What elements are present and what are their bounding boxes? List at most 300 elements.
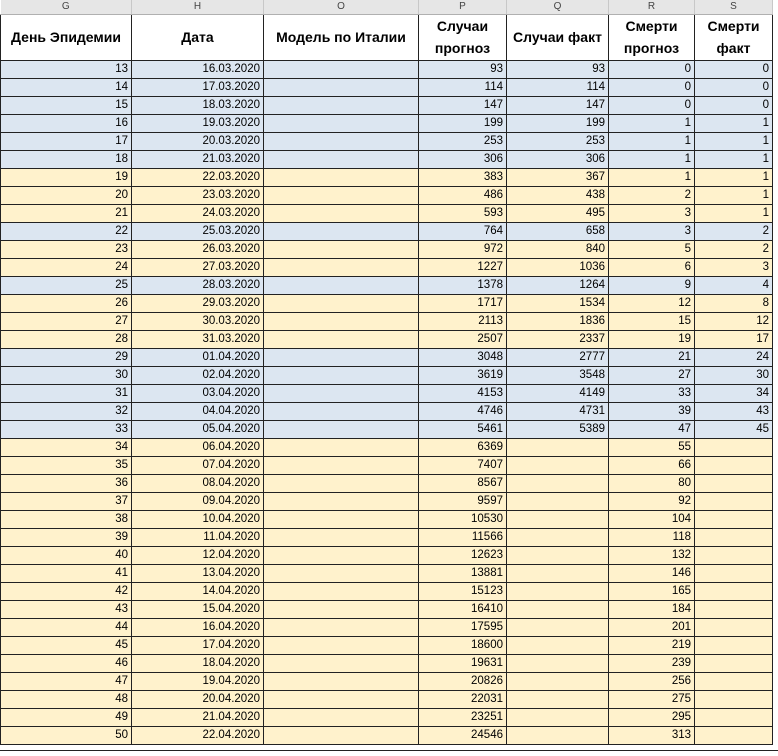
- cell-day[interactable]: 32: [1, 402, 132, 420]
- cell-deaths-fact[interactable]: 1: [695, 168, 773, 186]
- cell-cases-fact[interactable]: [507, 600, 609, 618]
- cell-model[interactable]: [264, 348, 419, 366]
- table-row: [1, 222, 773, 240]
- cell-day[interactable]: 17: [1, 132, 132, 150]
- cell-model[interactable]: [264, 654, 419, 672]
- cell-day[interactable]: 41: [1, 564, 132, 582]
- cell-cases-fact[interactable]: [507, 726, 609, 744]
- cell-model[interactable]: [264, 672, 419, 690]
- cell-day[interactable]: 35: [1, 456, 132, 474]
- cell-day[interactable]: 42: [1, 582, 132, 600]
- cell-deaths-forecast[interactable]: 6: [609, 258, 695, 276]
- cell-model[interactable]: [264, 330, 419, 348]
- cell-cases-fact[interactable]: 4149: [507, 384, 609, 402]
- cell-deaths-fact[interactable]: 12: [695, 312, 773, 330]
- cell-deaths-fact[interactable]: 34: [695, 384, 773, 402]
- cell-day[interactable]: 24: [1, 258, 132, 276]
- cell-deaths-forecast[interactable]: 19: [609, 330, 695, 348]
- cell-date[interactable]: 14.04.2020: [132, 582, 264, 600]
- cell-cases-fact[interactable]: [507, 582, 609, 600]
- table-row: [1, 654, 773, 672]
- cell-model[interactable]: [264, 420, 419, 438]
- cell-deaths-fact[interactable]: [695, 474, 773, 492]
- cell-cases-forecast[interactable]: 972: [419, 240, 507, 258]
- cell-cases-forecast[interactable]: 15123: [419, 582, 507, 600]
- cell-date[interactable]: 24.03.2020: [132, 204, 264, 222]
- cell-deaths-fact[interactable]: 2: [695, 222, 773, 240]
- column-letter-p[interactable]: P: [419, 0, 507, 14]
- table-row: [1, 600, 773, 618]
- cell-cases-forecast[interactable]: 593: [419, 204, 507, 222]
- cell-date[interactable]: 03.04.2020: [132, 384, 264, 402]
- cell-deaths-fact[interactable]: 17: [695, 330, 773, 348]
- cell-cases-forecast[interactable]: 20826: [419, 672, 507, 690]
- cell-cases-forecast[interactable]: 19631: [419, 654, 507, 672]
- cell-day[interactable]: 27: [1, 312, 132, 330]
- cell-deaths-fact[interactable]: [695, 618, 773, 636]
- cell-date[interactable]: 23.03.2020: [132, 186, 264, 204]
- cell-date[interactable]: 06.04.2020: [132, 438, 264, 456]
- cell-deaths-fact[interactable]: 1: [695, 132, 773, 150]
- cell-day[interactable]: 38: [1, 510, 132, 528]
- cell-cases-forecast[interactable]: 24546: [419, 726, 507, 744]
- cell-deaths-fact[interactable]: 43: [695, 402, 773, 420]
- cell-cases-fact[interactable]: 2777: [507, 348, 609, 366]
- cell-day[interactable]: 23: [1, 240, 132, 258]
- cell-deaths-fact[interactable]: [695, 582, 773, 600]
- cell-deaths-forecast[interactable]: 295: [609, 708, 695, 726]
- cell-cases-forecast[interactable]: 3048: [419, 348, 507, 366]
- header-day[interactable]: День Эпидемии: [1, 14, 132, 60]
- cell-deaths-fact[interactable]: [695, 546, 773, 564]
- cell-cases-forecast[interactable]: 1717: [419, 294, 507, 312]
- cell-cases-forecast[interactable]: 486: [419, 186, 507, 204]
- cell-cases-forecast[interactable]: 11566: [419, 528, 507, 546]
- table-row: [1, 366, 773, 384]
- cell-model[interactable]: [264, 492, 419, 510]
- cell-day[interactable]: 37: [1, 492, 132, 510]
- cell-cases-forecast[interactable]: 17595: [419, 618, 507, 636]
- cell-model[interactable]: [264, 384, 419, 402]
- cell-cases-fact[interactable]: 253: [507, 132, 609, 150]
- cell-date[interactable]: 13.04.2020: [132, 564, 264, 582]
- cell-model[interactable]: [264, 690, 419, 708]
- table-row: [1, 438, 773, 456]
- cell-deaths-forecast[interactable]: 1: [609, 132, 695, 150]
- cell-model[interactable]: [264, 222, 419, 240]
- cell-cases-forecast[interactable]: 306: [419, 150, 507, 168]
- cell-date[interactable]: 11.04.2020: [132, 528, 264, 546]
- cell-deaths-fact[interactable]: [695, 510, 773, 528]
- cell-date[interactable]: 07.04.2020: [132, 456, 264, 474]
- cell-cases-fact[interactable]: 2337: [507, 330, 609, 348]
- cell-model[interactable]: [264, 294, 419, 312]
- cell-deaths-forecast[interactable]: 1: [609, 114, 695, 132]
- cell-date[interactable]: 10.04.2020: [132, 510, 264, 528]
- cell-model[interactable]: [264, 564, 419, 582]
- cell-cases-fact[interactable]: 495: [507, 204, 609, 222]
- table-row: [1, 564, 773, 582]
- cell-deaths-forecast[interactable]: 256: [609, 672, 695, 690]
- cell-deaths-forecast[interactable]: 12: [609, 294, 695, 312]
- cell-model[interactable]: [264, 528, 419, 546]
- cell-deaths-forecast[interactable]: 92: [609, 492, 695, 510]
- cell-day[interactable]: 18: [1, 150, 132, 168]
- column-letter-q[interactable]: Q: [507, 0, 609, 14]
- cell-cases-forecast[interactable]: 4153: [419, 384, 507, 402]
- cell-model[interactable]: [264, 366, 419, 384]
- cell-model[interactable]: [264, 168, 419, 186]
- cell-day[interactable]: 31: [1, 384, 132, 402]
- cell-deaths-fact[interactable]: 3: [695, 258, 773, 276]
- cell-deaths-fact[interactable]: 0: [695, 78, 773, 96]
- cell-cases-fact[interactable]: 199: [507, 114, 609, 132]
- cell-day[interactable]: 28: [1, 330, 132, 348]
- cell-cases-fact[interactable]: [507, 456, 609, 474]
- cell-date[interactable]: 19.03.2020: [132, 114, 264, 132]
- cell-cases-fact[interactable]: [507, 546, 609, 564]
- cell-date[interactable]: 20.04.2020: [132, 690, 264, 708]
- cell-deaths-forecast[interactable]: 1: [609, 168, 695, 186]
- cell-deaths-forecast[interactable]: 104: [609, 510, 695, 528]
- cell-deaths-forecast[interactable]: 5: [609, 240, 695, 258]
- table-row: [1, 96, 773, 114]
- cell-cases-forecast[interactable]: 764: [419, 222, 507, 240]
- cell-deaths-forecast[interactable]: 146: [609, 564, 695, 582]
- cell-deaths-forecast[interactable]: 2: [609, 186, 695, 204]
- cell-deaths-forecast[interactable]: 66: [609, 456, 695, 474]
- cell-date[interactable]: 28.03.2020: [132, 276, 264, 294]
- cell-cases-fact[interactable]: [507, 474, 609, 492]
- cell-date[interactable]: 22.03.2020: [132, 168, 264, 186]
- cell-deaths-forecast[interactable]: 0: [609, 60, 695, 78]
- cell-model[interactable]: [264, 186, 419, 204]
- cell-date[interactable]: 18.04.2020: [132, 654, 264, 672]
- cell-cases-forecast[interactable]: 7407: [419, 456, 507, 474]
- column-letter-o[interactable]: O: [264, 0, 419, 14]
- cell-deaths-fact[interactable]: [695, 456, 773, 474]
- cell-cases-forecast[interactable]: 12623: [419, 546, 507, 564]
- cell-cases-fact[interactable]: [507, 438, 609, 456]
- cell-deaths-forecast[interactable]: 165: [609, 582, 695, 600]
- cell-model[interactable]: [264, 636, 419, 654]
- cell-cases-fact[interactable]: 840: [507, 240, 609, 258]
- column-letter-h[interactable]: H: [132, 0, 264, 14]
- cell-model[interactable]: [264, 402, 419, 420]
- cell-cases-forecast[interactable]: 8567: [419, 474, 507, 492]
- cell-deaths-fact[interactable]: 1: [695, 186, 773, 204]
- cell-date[interactable]: 01.04.2020: [132, 348, 264, 366]
- cell-deaths-forecast[interactable]: 184: [609, 600, 695, 618]
- table-row: [1, 384, 773, 402]
- table-row: [1, 78, 773, 96]
- cell-deaths-forecast[interactable]: 0: [609, 78, 695, 96]
- cell-deaths-forecast[interactable]: 118: [609, 528, 695, 546]
- cell-cases-fact[interactable]: [507, 636, 609, 654]
- cell-cases-fact[interactable]: 5389: [507, 420, 609, 438]
- cell-day[interactable]: 36: [1, 474, 132, 492]
- cell-deaths-fact[interactable]: 45: [695, 420, 773, 438]
- cell-day[interactable]: 15: [1, 96, 132, 114]
- cell-date[interactable]: 20.03.2020: [132, 132, 264, 150]
- cell-cases-fact[interactable]: 147: [507, 96, 609, 114]
- cell-model[interactable]: [264, 150, 419, 168]
- cell-date[interactable]: 31.03.2020: [132, 330, 264, 348]
- cell-day[interactable]: 19: [1, 168, 132, 186]
- cell-cases-fact[interactable]: 1534: [507, 294, 609, 312]
- cell-deaths-forecast[interactable]: 239: [609, 654, 695, 672]
- cell-deaths-fact[interactable]: [695, 654, 773, 672]
- cell-deaths-forecast[interactable]: 27: [609, 366, 695, 384]
- cell-cases-fact[interactable]: [507, 510, 609, 528]
- cell-day[interactable]: 20: [1, 186, 132, 204]
- column-letter-s[interactable]: S: [695, 0, 773, 14]
- cell-deaths-fact[interactable]: [695, 708, 773, 726]
- cell-deaths-forecast[interactable]: 15: [609, 312, 695, 330]
- cell-date[interactable]: 12.04.2020: [132, 546, 264, 564]
- cell-date[interactable]: 17.04.2020: [132, 636, 264, 654]
- cell-deaths-forecast[interactable]: 47: [609, 420, 695, 438]
- header-date[interactable]: Дата: [132, 14, 264, 60]
- cell-cases-forecast[interactable]: 3619: [419, 366, 507, 384]
- cell-day[interactable]: 43: [1, 600, 132, 618]
- cell-cases-fact[interactable]: 438: [507, 186, 609, 204]
- cell-day[interactable]: 29: [1, 348, 132, 366]
- cell-cases-forecast[interactable]: 383: [419, 168, 507, 186]
- cell-cases-forecast[interactable]: 13881: [419, 564, 507, 582]
- partially-visible-row: [0, 750, 778, 756]
- cell-deaths-forecast[interactable]: 0: [609, 96, 695, 114]
- table-row: [1, 582, 773, 600]
- cell-day[interactable]: 40: [1, 546, 132, 564]
- cell-day[interactable]: 46: [1, 654, 132, 672]
- cell-deaths-fact[interactable]: 8: [695, 294, 773, 312]
- cell-day[interactable]: 30: [1, 366, 132, 384]
- cell-cases-forecast[interactable]: 199: [419, 114, 507, 132]
- cell-model[interactable]: [264, 474, 419, 492]
- cell-cases-fact[interactable]: 3548: [507, 366, 609, 384]
- cell-deaths-fact[interactable]: [695, 672, 773, 690]
- cell-cases-fact[interactable]: [507, 528, 609, 546]
- cell-date[interactable]: 29.03.2020: [132, 294, 264, 312]
- cell-cases-fact[interactable]: [507, 564, 609, 582]
- cell-cases-fact[interactable]: [507, 690, 609, 708]
- cell-day[interactable]: 48: [1, 690, 132, 708]
- column-letter-r[interactable]: R: [609, 0, 695, 14]
- cell-deaths-forecast[interactable]: 275: [609, 690, 695, 708]
- table-row: [1, 150, 773, 168]
- cell-date[interactable]: 21.03.2020: [132, 150, 264, 168]
- cell-deaths-fact[interactable]: 1: [695, 150, 773, 168]
- cell-cases-forecast[interactable]: 23251: [419, 708, 507, 726]
- cell-date[interactable]: 30.03.2020: [132, 312, 264, 330]
- cell-deaths-forecast[interactable]: 9: [609, 276, 695, 294]
- cell-cases-forecast[interactable]: 147: [419, 96, 507, 114]
- cell-deaths-fact[interactable]: [695, 492, 773, 510]
- cell-cases-fact[interactable]: 114: [507, 78, 609, 96]
- cell-deaths-fact[interactable]: 4: [695, 276, 773, 294]
- cell-day[interactable]: 22: [1, 222, 132, 240]
- cell-cases-forecast[interactable]: 2113: [419, 312, 507, 330]
- cell-date[interactable]: 16.03.2020: [132, 60, 264, 78]
- cell-date[interactable]: 16.04.2020: [132, 618, 264, 636]
- cell-deaths-forecast[interactable]: 3: [609, 204, 695, 222]
- cell-deaths-forecast[interactable]: 219: [609, 636, 695, 654]
- cell-date[interactable]: 08.04.2020: [132, 474, 264, 492]
- cell-deaths-forecast[interactable]: 132: [609, 546, 695, 564]
- cell-cases-fact[interactable]: [507, 672, 609, 690]
- cell-model[interactable]: [264, 600, 419, 618]
- cell-deaths-fact[interactable]: [695, 690, 773, 708]
- cell-model[interactable]: [264, 258, 419, 276]
- cell-day[interactable]: 47: [1, 672, 132, 690]
- cell-cases-fact[interactable]: [507, 618, 609, 636]
- cell-deaths-fact[interactable]: 1: [695, 114, 773, 132]
- cell-deaths-forecast[interactable]: 201: [609, 618, 695, 636]
- cell-model[interactable]: [264, 204, 419, 222]
- header-model[interactable]: Модель по Италии: [264, 14, 419, 60]
- cell-model[interactable]: [264, 438, 419, 456]
- cell-model[interactable]: [264, 240, 419, 258]
- cell-deaths-forecast[interactable]: 313: [609, 726, 695, 744]
- cell-date[interactable]: 18.03.2020: [132, 96, 264, 114]
- cell-day[interactable]: 21: [1, 204, 132, 222]
- cell-cases-fact[interactable]: 367: [507, 168, 609, 186]
- table-row: [1, 60, 773, 78]
- cell-date[interactable]: 22.04.2020: [132, 726, 264, 744]
- cell-date[interactable]: 26.03.2020: [132, 240, 264, 258]
- cell-deaths-fact[interactable]: 0: [695, 60, 773, 78]
- cell-cases-forecast[interactable]: 16410: [419, 600, 507, 618]
- cell-cases-forecast[interactable]: 10530: [419, 510, 507, 528]
- cell-model[interactable]: [264, 582, 419, 600]
- cell-day[interactable]: 33: [1, 420, 132, 438]
- cell-deaths-fact[interactable]: [695, 636, 773, 654]
- cell-deaths-forecast[interactable]: 21: [609, 348, 695, 366]
- cell-model[interactable]: [264, 60, 419, 78]
- cell-cases-fact[interactable]: 1264: [507, 276, 609, 294]
- column-letter-row: [1, 0, 773, 14]
- cell-day[interactable]: 45: [1, 636, 132, 654]
- cell-deaths-fact[interactable]: 1: [695, 204, 773, 222]
- cell-deaths-forecast[interactable]: 33: [609, 384, 695, 402]
- cell-model[interactable]: [264, 132, 419, 150]
- cell-date[interactable]: 02.04.2020: [132, 366, 264, 384]
- cell-model[interactable]: [264, 546, 419, 564]
- cell-deaths-fact[interactable]: [695, 528, 773, 546]
- cell-cases-forecast[interactable]: 4746: [419, 402, 507, 420]
- cell-deaths-forecast[interactable]: 80: [609, 474, 695, 492]
- cell-deaths-fact[interactable]: 24: [695, 348, 773, 366]
- cell-cases-fact[interactable]: 306: [507, 150, 609, 168]
- cell-deaths-forecast[interactable]: 3: [609, 222, 695, 240]
- cell-cases-fact[interactable]: [507, 492, 609, 510]
- cell-cases-fact[interactable]: 93: [507, 60, 609, 78]
- table-row: [1, 636, 773, 654]
- cell-model[interactable]: [264, 618, 419, 636]
- cell-cases-forecast[interactable]: 1378: [419, 276, 507, 294]
- cell-date[interactable]: 25.03.2020: [132, 222, 264, 240]
- cell-model[interactable]: [264, 708, 419, 726]
- cell-model[interactable]: [264, 96, 419, 114]
- cell-day[interactable]: 50: [1, 726, 132, 744]
- cell-deaths-forecast[interactable]: 1: [609, 150, 695, 168]
- cell-cases-fact[interactable]: [507, 654, 609, 672]
- cell-deaths-fact[interactable]: [695, 726, 773, 744]
- cell-model[interactable]: [264, 510, 419, 528]
- cell-deaths-fact[interactable]: 30: [695, 366, 773, 384]
- cell-day[interactable]: 14: [1, 78, 132, 96]
- cell-cases-forecast[interactable]: 22031: [419, 690, 507, 708]
- header-cases-fact[interactable]: Случаи факт: [507, 14, 609, 60]
- cell-day[interactable]: 16: [1, 114, 132, 132]
- table-row: [1, 276, 773, 294]
- cell-date[interactable]: 27.03.2020: [132, 258, 264, 276]
- header-row: [1, 14, 773, 60]
- table-row: [1, 474, 773, 492]
- cell-deaths-fact[interactable]: [695, 438, 773, 456]
- column-letter-g[interactable]: G: [1, 0, 132, 14]
- cell-cases-forecast[interactable]: 93: [419, 60, 507, 78]
- cell-date[interactable]: 05.04.2020: [132, 420, 264, 438]
- table-row: [1, 168, 773, 186]
- cell-deaths-fact[interactable]: 2: [695, 240, 773, 258]
- cell-date[interactable]: 21.04.2020: [132, 708, 264, 726]
- cell-cases-fact[interactable]: 4731: [507, 402, 609, 420]
- header-cases-forecast[interactable]: Случаи прогноз: [419, 14, 507, 60]
- cell-date[interactable]: 09.04.2020: [132, 492, 264, 510]
- cell-deaths-fact[interactable]: 0: [695, 96, 773, 114]
- cell-date[interactable]: 19.04.2020: [132, 672, 264, 690]
- cell-cases-forecast[interactable]: 18600: [419, 636, 507, 654]
- cell-cases-forecast[interactable]: 2507: [419, 330, 507, 348]
- cell-deaths-fact[interactable]: [695, 600, 773, 618]
- cell-day[interactable]: 44: [1, 618, 132, 636]
- cell-model[interactable]: [264, 312, 419, 330]
- cell-cases-forecast[interactable]: 253: [419, 132, 507, 150]
- cell-day[interactable]: 49: [1, 708, 132, 726]
- cell-deaths-forecast[interactable]: 55: [609, 438, 695, 456]
- cell-cases-forecast[interactable]: 114: [419, 78, 507, 96]
- cell-cases-forecast[interactable]: 5461: [419, 420, 507, 438]
- cell-model[interactable]: [264, 276, 419, 294]
- cell-day[interactable]: 13: [1, 60, 132, 78]
- header-deaths-fact[interactable]: Смерти факт: [695, 14, 773, 60]
- cell-date[interactable]: 15.04.2020: [132, 600, 264, 618]
- cell-cases-fact[interactable]: 658: [507, 222, 609, 240]
- cell-deaths-fact[interactable]: [695, 564, 773, 582]
- cell-cases-fact[interactable]: 1036: [507, 258, 609, 276]
- cell-model[interactable]: [264, 456, 419, 474]
- cell-date[interactable]: 17.03.2020: [132, 78, 264, 96]
- cell-cases-fact[interactable]: [507, 708, 609, 726]
- cell-day[interactable]: 25: [1, 276, 132, 294]
- table-row: [1, 312, 773, 330]
- cell-date[interactable]: 04.04.2020: [132, 402, 264, 420]
- cell-cases-forecast[interactable]: 9597: [419, 492, 507, 510]
- cell-cases-fact[interactable]: 1836: [507, 312, 609, 330]
- header-deaths-forecast[interactable]: Смерти прогноз: [609, 14, 695, 60]
- cell-day[interactable]: 26: [1, 294, 132, 312]
- cell-cases-forecast[interactable]: 1227: [419, 258, 507, 276]
- cell-model[interactable]: [264, 78, 419, 96]
- cell-model[interactable]: [264, 114, 419, 132]
- cell-cases-forecast[interactable]: 6369: [419, 438, 507, 456]
- cell-deaths-forecast[interactable]: 39: [609, 402, 695, 420]
- cell-model[interactable]: [264, 726, 419, 744]
- cell-day[interactable]: 39: [1, 528, 132, 546]
- cell-day[interactable]: 34: [1, 438, 132, 456]
